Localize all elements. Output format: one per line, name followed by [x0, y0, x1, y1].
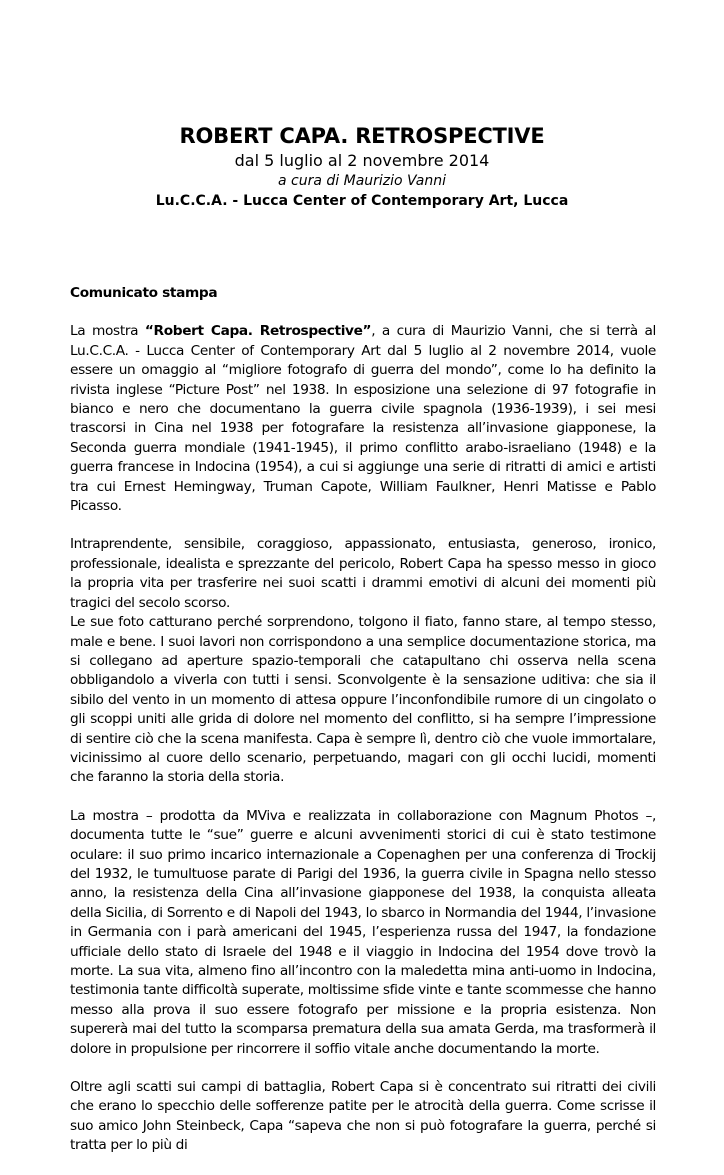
paragraph-photos: Le sue foto catturano perché sorprendono, tolgono il fiato, fanno stare, al tempo stesso, male e bene. I suoi lavori non corrispondono a una semplice documentazione storica, ma si collegano ad aperture spazio-temporali che catapultano chi osserva nella scena obbligandolo a viverla con tutti i sensi. Sconvolgente è la sensazione uditiva: che sia il sibilo del vento in un momento di attesa oppure l’inconfondibile rumore di un cingolato o gli scoppi uniti alle grida di dolore nel momento del conflitto, si ha sempre l’impressione di sentire ciò che la scena manifesta. Capa è sempre lì, dentro ciò che vuole immortalare, vicinissimo al cuore dello scenario, perpetuando, magari con gli occhi lucidi, momenti che faranno la storia della storia.	[70, 614, 656, 786]
paragraph-intro-lead: La mostra	[70, 323, 145, 340]
exhibition-title: ROBERT CAPA. RETROSPECTIVE	[179, 124, 545, 148]
paragraph-civilians: Oltre agli scatti sui campi di battaglia, Robert Capa si è concentrato sui ritratti dei civili che erano lo specchio delle sofferenze patite per le atrocità della guerra. Come scrisse il suo amico John Steinbeck, Capa “sapeva che non si può fotografare la guerra, perché si tratta per lo più di	[70, 1079, 656, 1154]
paragraph-intro	[70, 322, 656, 516]
paragraph-intro-exhibition-name: “Robert Capa. Retrospective”	[144, 323, 372, 340]
paragraph-exhibition: La mostra – prodotta da MViva e realizzata in collaborazione con Magnum Photos –, documenta tutte le “sue” guerre e alcuni avvenimenti storici di cui è stato testimone oculare: il suo primo incarico internazionale a Copenaghen per una conferenza di Trockij del 1932, le tumultuose parate di Parigi del 1936, la guerra civile in Spagna nello stesso anno, la resistenza della Cina all’invasione giapponese del 1938, la conquista alleata della Sicilia, di Sorrento e di Napoli del 1943, lo sbarco in Normandia del 1944, l’invasione in Germania con i parà americani del 1945, l’esperienza russa del 1947, la fondazione ufficiale dello stato di Israele del 1948 e il viaggio in Indocina del 1954 dove trovò la morte. La sua vita, almeno fino all’incontro con la maledetta mina anti-uomo in Indocina, testimonia tante difficoltà superate, moltissime sfide vinte e tante scommesse che hanno messo alla prova il suo essere fotografo per missione e la propria esistenza. Non supererà mai del tutto la scomparsa prematura della sua amata Gerda, ma trasformerà il dolore in propulsione per rincorrere il soffio vitale anche documentando la morte.	[70, 807, 656, 1057]
exhibition-venue: Lu.C.C.A. - Lucca Center of Contemporary Art, Lucca	[155, 193, 569, 209]
section-heading: Comunicato stampa	[70, 285, 218, 301]
paragraph-intro-rest: , a cura di Maurizio Vanni, che si terrà al Lu.C.C.A. - Lucca Center of Contemporary Art dal 5 luglio al 2 novembre 2014, vuole essere un omaggio al “migliore fotografo di guerra del mondo”, come lo ha definito la rivista inglese “Picture Post” nel 1938. In esposizione una selezione di 97 fotografie in bianco e nero che documentano la guerra civile spagnola (1936-1939), i sei mesi trascorsi in Cina nel 1938 per fotografare la resistenza all’invasione giapponese, la Seconda guerra mondiale (1941-1945), il primo conflitto arabo-israeliano (1948) e la guerra francese in Indocina (1954), a cui si aggiunge una serie di ritratti di amici e artisti tra cui Ernest Hemingway, Truman Capote, William Faulkner, Henri Matisse e Pablo Picasso.	[70, 323, 657, 515]
exhibition-curator: a cura di Maurizio Vanni	[278, 173, 446, 189]
document-body	[70, 284, 656, 1175]
exhibition-dates: dal 5 luglio al 2 novembre 2014	[234, 151, 490, 170]
paragraph-portrait: Intraprendente, sensibile, coraggioso, appassionato, entusiasta, generoso, ironico, professionale, idealista e sprezzante del pericolo, Robert Capa ha spesso messo in gioco la propria vita per trasferire nei suoi scatti i drammi emotivi di alcuni dei momenti più tragici del secolo scorso.	[70, 536, 656, 611]
document-header	[70, 122, 654, 211]
